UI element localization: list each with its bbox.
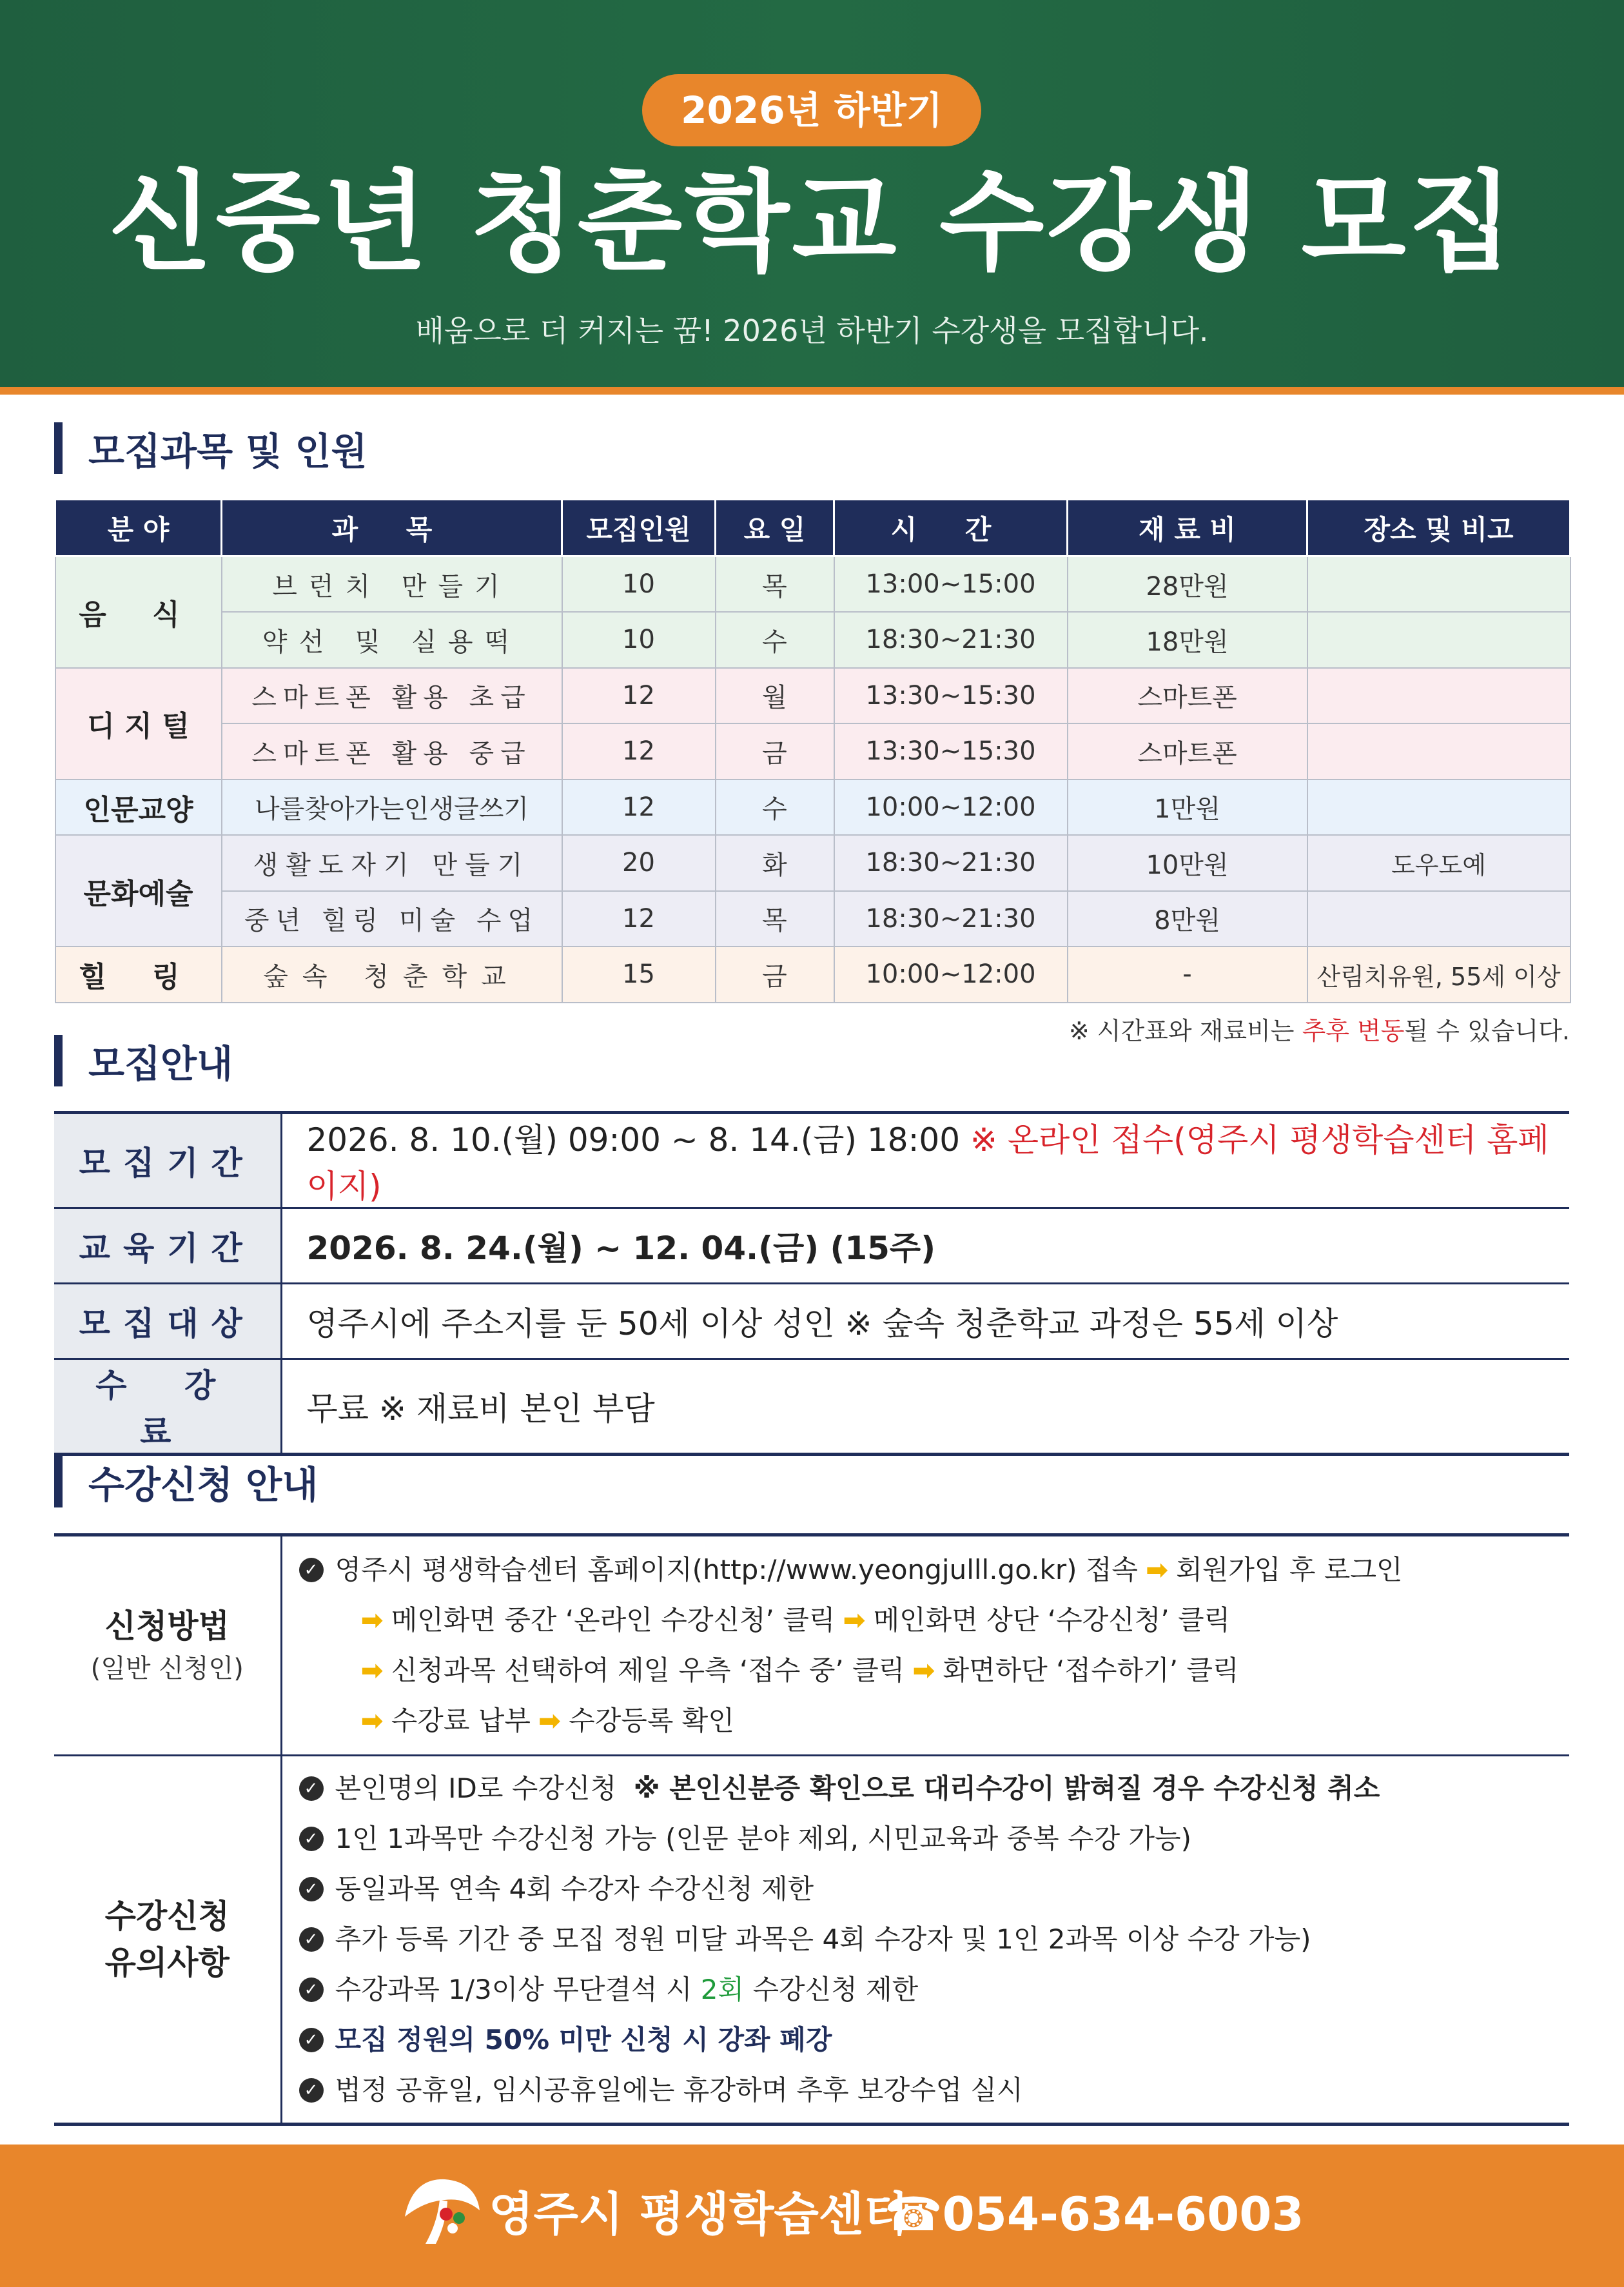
- info-label: 교육기간: [54, 1208, 281, 1284]
- notes-label-line2: 유의사항: [104, 1944, 230, 1981]
- note-item: [299, 2015, 1570, 2065]
- category-cell: 힐 링: [55, 947, 222, 1003]
- step-text: 화면하단 ‘접수하기’ 클릭: [943, 1654, 1239, 1686]
- time-cell: 18:30~21:30: [834, 835, 1068, 891]
- right-arrow-icon: ➡: [843, 1604, 866, 1636]
- check-circle-icon: ✓: [299, 1978, 324, 2002]
- note-item: [299, 1814, 1570, 1864]
- subject-cell: 브런치 만들기: [222, 556, 562, 613]
- check-circle-icon: ✓: [299, 2078, 324, 2103]
- header-cell: 장소 및 비고: [1307, 500, 1570, 556]
- info-label: 수 강 료: [54, 1359, 281, 1455]
- category-cell: 디 지 털: [55, 668, 222, 780]
- note-text: 법정 공휴일, 임시공휴일에는 휴강하며 추후 보강수업 실시: [335, 2074, 1023, 2106]
- info-value: 영주시에 주소지를 둔 50세 이상 성인 ※ 숲속 청춘학교 과정은 55세 이상: [281, 1284, 1569, 1359]
- period-value: 2026. 8. 10.(월) 09:00 ~ 8. 14.(금) 18:00: [306, 1121, 961, 1159]
- note-cell: 도우도예: [1307, 835, 1570, 891]
- note-text: 수강신청 제한: [744, 1974, 919, 2005]
- step-text: 신청과목 선택하여 제일 우측 ‘접수 중’ 클릭: [391, 1654, 905, 1686]
- section-title: 모집안내: [88, 1042, 233, 1086]
- check-circle-icon: ✓: [299, 1927, 324, 1952]
- count-cell: 12: [562, 780, 716, 836]
- subject-cell: 생활도자기 만들기: [222, 835, 562, 891]
- page-subtitle: 배움으로 더 커지는 꿈! 2026년 하반기 수강생을 모집합니다.: [415, 313, 1209, 348]
- note-cell: [1307, 891, 1570, 947]
- category-cell: 인문교양: [55, 780, 222, 836]
- period-note: ※ 온라인 접수(영주시 평생학습센터 홈페이지): [306, 1121, 1549, 1205]
- info-row-period: [54, 1113, 1569, 1208]
- right-arrow-icon: ➡: [1146, 1554, 1169, 1585]
- page-title: 신중년 청춘학교 수강생 모집: [108, 159, 1516, 286]
- org-name: 영주시 평생학습센터: [489, 2187, 909, 2241]
- time-cell: 13:00~15:00: [834, 556, 1068, 613]
- note-item: [299, 1763, 1570, 1814]
- note-cell: [1307, 668, 1570, 724]
- notes-label-cell: [54, 1756, 281, 2125]
- note-text: 추가 등록 기간 중 모집 정원 미달 과목은 4회 수강자 및 1인 2과목 이상 수강 가능): [335, 1923, 1311, 1955]
- step-text: 영주시 평생학습센터 홈페이지(http://www.yeongjulll.go.kr) 접속: [335, 1554, 1138, 1585]
- table-header-row: [55, 500, 1570, 556]
- day-cell: 금: [716, 723, 834, 780]
- section-title: 모집과목 및 인원: [88, 429, 367, 473]
- method-steps: [281, 1535, 1569, 1756]
- day-cell: 월: [716, 668, 834, 724]
- check-circle-icon: ✓: [299, 1776, 324, 1801]
- apply-row-method: [54, 1535, 1569, 1756]
- note-text: 동일과목 연속 4회 수강자 수강신청 제한: [335, 1873, 814, 1905]
- info-row-fee: [54, 1359, 1569, 1455]
- info-row-target: [54, 1284, 1569, 1359]
- method-sublabel: (일반 신청인): [90, 1654, 244, 1683]
- right-arrow-icon: ➡: [360, 1604, 384, 1636]
- table-row: [55, 668, 1570, 724]
- fee-cell: 스마트폰: [1068, 668, 1307, 724]
- note-item: [299, 1965, 1570, 2015]
- fee-cell: 스마트폰: [1068, 723, 1307, 780]
- step-text: 메인화면 중간 ‘온라인 수강신청’ 클릭: [391, 1604, 836, 1636]
- application-guide-table: [54, 1533, 1569, 2126]
- note-cell: 산림치유원, 55세 이상: [1307, 947, 1570, 1003]
- notes-list: [281, 1756, 1569, 2125]
- time-cell: 10:00~12:00: [834, 947, 1068, 1003]
- right-arrow-icon: ➡: [912, 1654, 935, 1686]
- heading-bar: [54, 1035, 63, 1086]
- subject-cell: 중년 힐링 미술 수업: [222, 891, 562, 947]
- table-row: [55, 947, 1570, 1003]
- count-cell: 20: [562, 835, 716, 891]
- table-footnote: [1069, 1011, 1570, 1046]
- count-cell: 12: [562, 891, 716, 947]
- subject-cell: 스마트폰 활용 초급: [222, 668, 562, 724]
- category-cell: 음 식: [55, 556, 222, 668]
- note-text: 본인명의 ID로 수강신청: [335, 1772, 634, 1804]
- note-cell: [1307, 612, 1570, 668]
- step-text: 수강등록 확인: [569, 1705, 734, 1736]
- header-cell: 요 일: [716, 500, 834, 556]
- category-cell: 문화예술: [55, 835, 222, 947]
- heading-bar: [54, 422, 63, 474]
- section-heading-apply: [54, 1456, 318, 1507]
- note-item: [299, 2065, 1570, 2115]
- method-step: [299, 1696, 1570, 1746]
- info-row-edu: [54, 1208, 1569, 1284]
- time-cell: 13:30~15:30: [834, 668, 1068, 724]
- day-cell: 금: [716, 947, 834, 1003]
- header-cell: 분 야: [55, 500, 222, 556]
- day-cell: 수: [716, 780, 834, 836]
- step-text: 수강료 납부: [391, 1705, 531, 1736]
- heading-bar: [54, 1456, 63, 1507]
- table-row: [55, 556, 1570, 613]
- right-arrow-icon: ➡: [538, 1705, 562, 1736]
- header-cell: 시 간: [834, 500, 1068, 556]
- day-cell: 목: [716, 556, 834, 613]
- table-row: [55, 723, 1570, 780]
- note-text: 1인 1과목만 수강신청 가능 (인문 분야 제외, 시민교육과 중복 수강 가능): [335, 1823, 1192, 1854]
- info-label: 모집대상: [54, 1284, 281, 1359]
- count-cell: 10: [562, 612, 716, 668]
- note-cell: [1307, 556, 1570, 613]
- apply-row-notes: [54, 1756, 1569, 2125]
- fee-cell: 18만원: [1068, 612, 1307, 668]
- phone-number: ☎054-634-6003: [885, 2187, 1304, 2241]
- section-heading-info: [54, 1035, 233, 1086]
- subject-cell: 약선 및 실용떡: [222, 612, 562, 668]
- header-cell: 과 목: [222, 500, 562, 556]
- method-step: [299, 1545, 1570, 1595]
- header-banner: [0, 0, 1624, 395]
- fee-cell: 28만원: [1068, 556, 1307, 613]
- note-cell: [1307, 723, 1570, 780]
- note-text: 수강과목 1/3이상 무단결석 시: [335, 1974, 701, 2005]
- header-cell: 재 료 비: [1068, 500, 1307, 556]
- table-row: [55, 891, 1570, 947]
- header-cell: 모집인원: [562, 500, 716, 556]
- time-cell: 18:30~21:30: [834, 612, 1068, 668]
- check-circle-icon: ✓: [299, 1827, 324, 1851]
- step-text: 메인화면 상단 ‘수강신청’ 클릭: [873, 1604, 1231, 1636]
- notes-label-line1: 수강신청: [104, 1898, 230, 1935]
- time-cell: 10:00~12:00: [834, 780, 1068, 836]
- section-heading-courses: [54, 422, 367, 474]
- right-arrow-icon: ➡: [360, 1705, 384, 1736]
- count-cell: 15: [562, 947, 716, 1003]
- note-text-bold: 모집 정원의 50% 미만 신청 시 강좌 폐강: [335, 2024, 832, 2056]
- note-text-bold: ※ 본인신분증 확인으로 대리수강이 밝혀질 경우 수강신청 취소: [633, 1772, 1380, 1804]
- footnote-text-end: 될 수 있습니다.: [1404, 1017, 1570, 1045]
- table-row: [55, 780, 1570, 836]
- note-item: [299, 1864, 1570, 1914]
- course-table: [54, 498, 1571, 1003]
- day-cell: 목: [716, 891, 834, 947]
- section-title: 수강신청 안내: [88, 1463, 318, 1507]
- count-cell: 12: [562, 723, 716, 780]
- footer-banner: [0, 2145, 1624, 2287]
- fee-cell: 10만원: [1068, 835, 1307, 891]
- semester-badge: 2026년 하반기: [642, 74, 981, 146]
- table-row: [55, 612, 1570, 668]
- subject-cell: 스마트폰 활용 중급: [222, 723, 562, 780]
- footnote-highlight: 추후 변동: [1302, 1017, 1405, 1045]
- method-label: 신청방법: [104, 1607, 230, 1645]
- count-cell: 10: [562, 556, 716, 613]
- check-circle-icon: ✓: [299, 1558, 324, 1582]
- table-row: [55, 835, 1570, 891]
- note-item: [299, 1914, 1570, 1965]
- check-circle-icon: ✓: [299, 2028, 324, 2052]
- time-cell: 18:30~21:30: [834, 891, 1068, 947]
- method-step: [299, 1645, 1570, 1696]
- day-cell: 화: [716, 835, 834, 891]
- fee-cell: -: [1068, 947, 1307, 1003]
- method-step: [299, 1595, 1570, 1645]
- step-text: 회원가입 후 로그인: [1176, 1554, 1403, 1585]
- info-label: 모집기간: [54, 1113, 281, 1208]
- tree-logo-icon: [400, 2172, 484, 2249]
- subject-cell: 숲속 청춘학교: [222, 947, 562, 1003]
- method-label-cell: [54, 1535, 281, 1756]
- count-cell: 12: [562, 668, 716, 724]
- note-cell: [1307, 780, 1570, 836]
- fee-cell: 8만원: [1068, 891, 1307, 947]
- right-arrow-icon: ➡: [360, 1654, 384, 1686]
- info-value: [281, 1113, 1569, 1208]
- footnote-text: ※ 시간표와 재료비는: [1068, 1017, 1302, 1045]
- day-cell: 수: [716, 612, 834, 668]
- info-value: 2026. 8. 24.(월) ~ 12. 04.(금) (15주): [281, 1208, 1569, 1284]
- recruitment-info-table: [54, 1111, 1569, 1456]
- info-value: 무료 ※ 재료비 본인 부담: [281, 1359, 1569, 1455]
- time-cell: 13:30~15:30: [834, 723, 1068, 780]
- check-circle-icon: ✓: [299, 1877, 324, 1901]
- subject-cell: 나를찾아가는인생글쓰기: [222, 780, 562, 836]
- fee-cell: 1만원: [1068, 780, 1307, 836]
- note-text-highlight: 2회: [700, 1974, 745, 2005]
